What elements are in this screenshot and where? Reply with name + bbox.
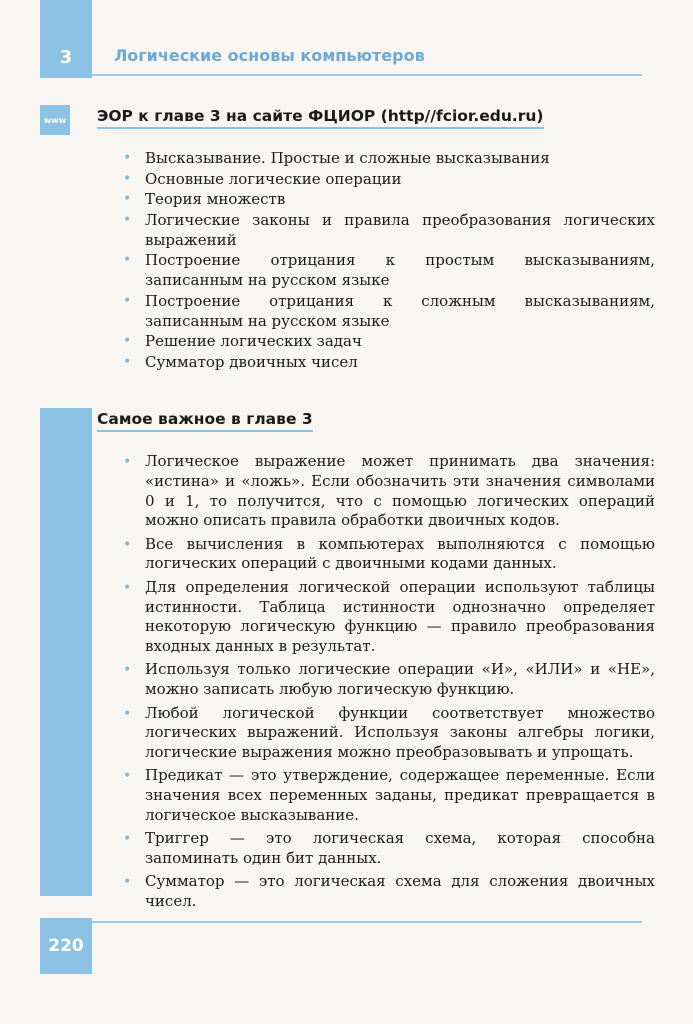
list-item: • Построение отрицания к сложным высказываниям, записанным на русском языке: [123, 291, 655, 330]
list-item: • Сумматор — это логическая схема для сложения двоичных чисел.: [123, 872, 655, 911]
bullet-icon: •: [123, 831, 132, 848]
bullet-icon: •: [123, 662, 132, 679]
header-divider: [92, 74, 642, 76]
list-item: • Логическое выражение может принимать два значения: «истина» и «ложь». Если обозначить эти значения символами 0 и 1, то получится, что с помощью логических операций можно описать правила обработки двоичных кодов.: [123, 452, 655, 530]
www-icon: www: [40, 105, 70, 135]
list-item: • Логические законы и правила преобразования логических выражений: [123, 210, 655, 249]
list-item: • Используя только логические операции «И», «ИЛИ» и «НЕ», можно записать любую логическую функцию.: [123, 660, 655, 699]
list-item: • Основные логические операции: [123, 169, 402, 188]
list-item: • Теория множеств: [123, 190, 286, 208]
list-item: • Построение отрицания к простым высказываниям, записанным на русском языке: [123, 251, 655, 289]
important-list: [120, 452, 655, 916]
important-heading: Самое важное в главе 3: [97, 410, 313, 432]
bullet-icon: •: [123, 150, 132, 166]
bullet-icon: •: [123, 292, 132, 309]
bullet-icon: •: [123, 705, 132, 722]
list-item: • Сумматор двоичных чисел: [123, 352, 358, 371]
bullet-icon: •: [123, 768, 132, 785]
bullet-icon: •: [123, 353, 132, 370]
bullet-icon: •: [123, 454, 132, 470]
list-item: • Высказывание. Простые и сложные высказывания: [123, 149, 550, 167]
list-item: • Предикат — это утверждение, содержащее переменные. Если значения всех переменных заданы, предикат превращается в логическое высказывание.: [123, 766, 655, 825]
bullet-icon: •: [123, 579, 132, 596]
eor-list: [120, 148, 655, 372]
bullet-icon: •: [123, 333, 132, 349]
bullet-icon: •: [123, 211, 132, 228]
bullet-icon: •: [123, 191, 132, 207]
list-item: • Любой логической функции соответствует множество логических выражений. Используя законы алгебры логики, логические выражения можно преобразовывать и упрощать.: [123, 703, 655, 762]
list-item: • Все вычисления в компьютерах выполняются с помощью логических операций с двоичными кодами данных.: [123, 534, 655, 573]
list-item: • Решение логических задач: [123, 332, 362, 350]
bullet-icon: •: [123, 170, 132, 187]
bullet-icon: •: [123, 874, 132, 891]
sidebar-accent-strip: [40, 408, 92, 896]
eor-heading: ЭОР к главе 3 на сайте ФЦИОР (http//fcior.edu.ru): [97, 107, 544, 129]
bullet-icon: •: [123, 252, 132, 268]
chapter-title: Логические основы компьютеров: [114, 46, 425, 65]
bullet-icon: •: [123, 536, 132, 553]
chapter-number-tab: 3: [40, 0, 92, 78]
list-item: • Триггер — это логическая схема, которая способна запоминать один бит данных.: [123, 829, 655, 868]
footer-divider: [92, 921, 642, 923]
list-item: • Для определения логической операции используют таблицы истинности. Таблица истинности однозначно определяет некоторую логическую функцию — правило преобразования входных данных в результат.: [123, 577, 655, 656]
page-number: 220: [40, 918, 92, 974]
